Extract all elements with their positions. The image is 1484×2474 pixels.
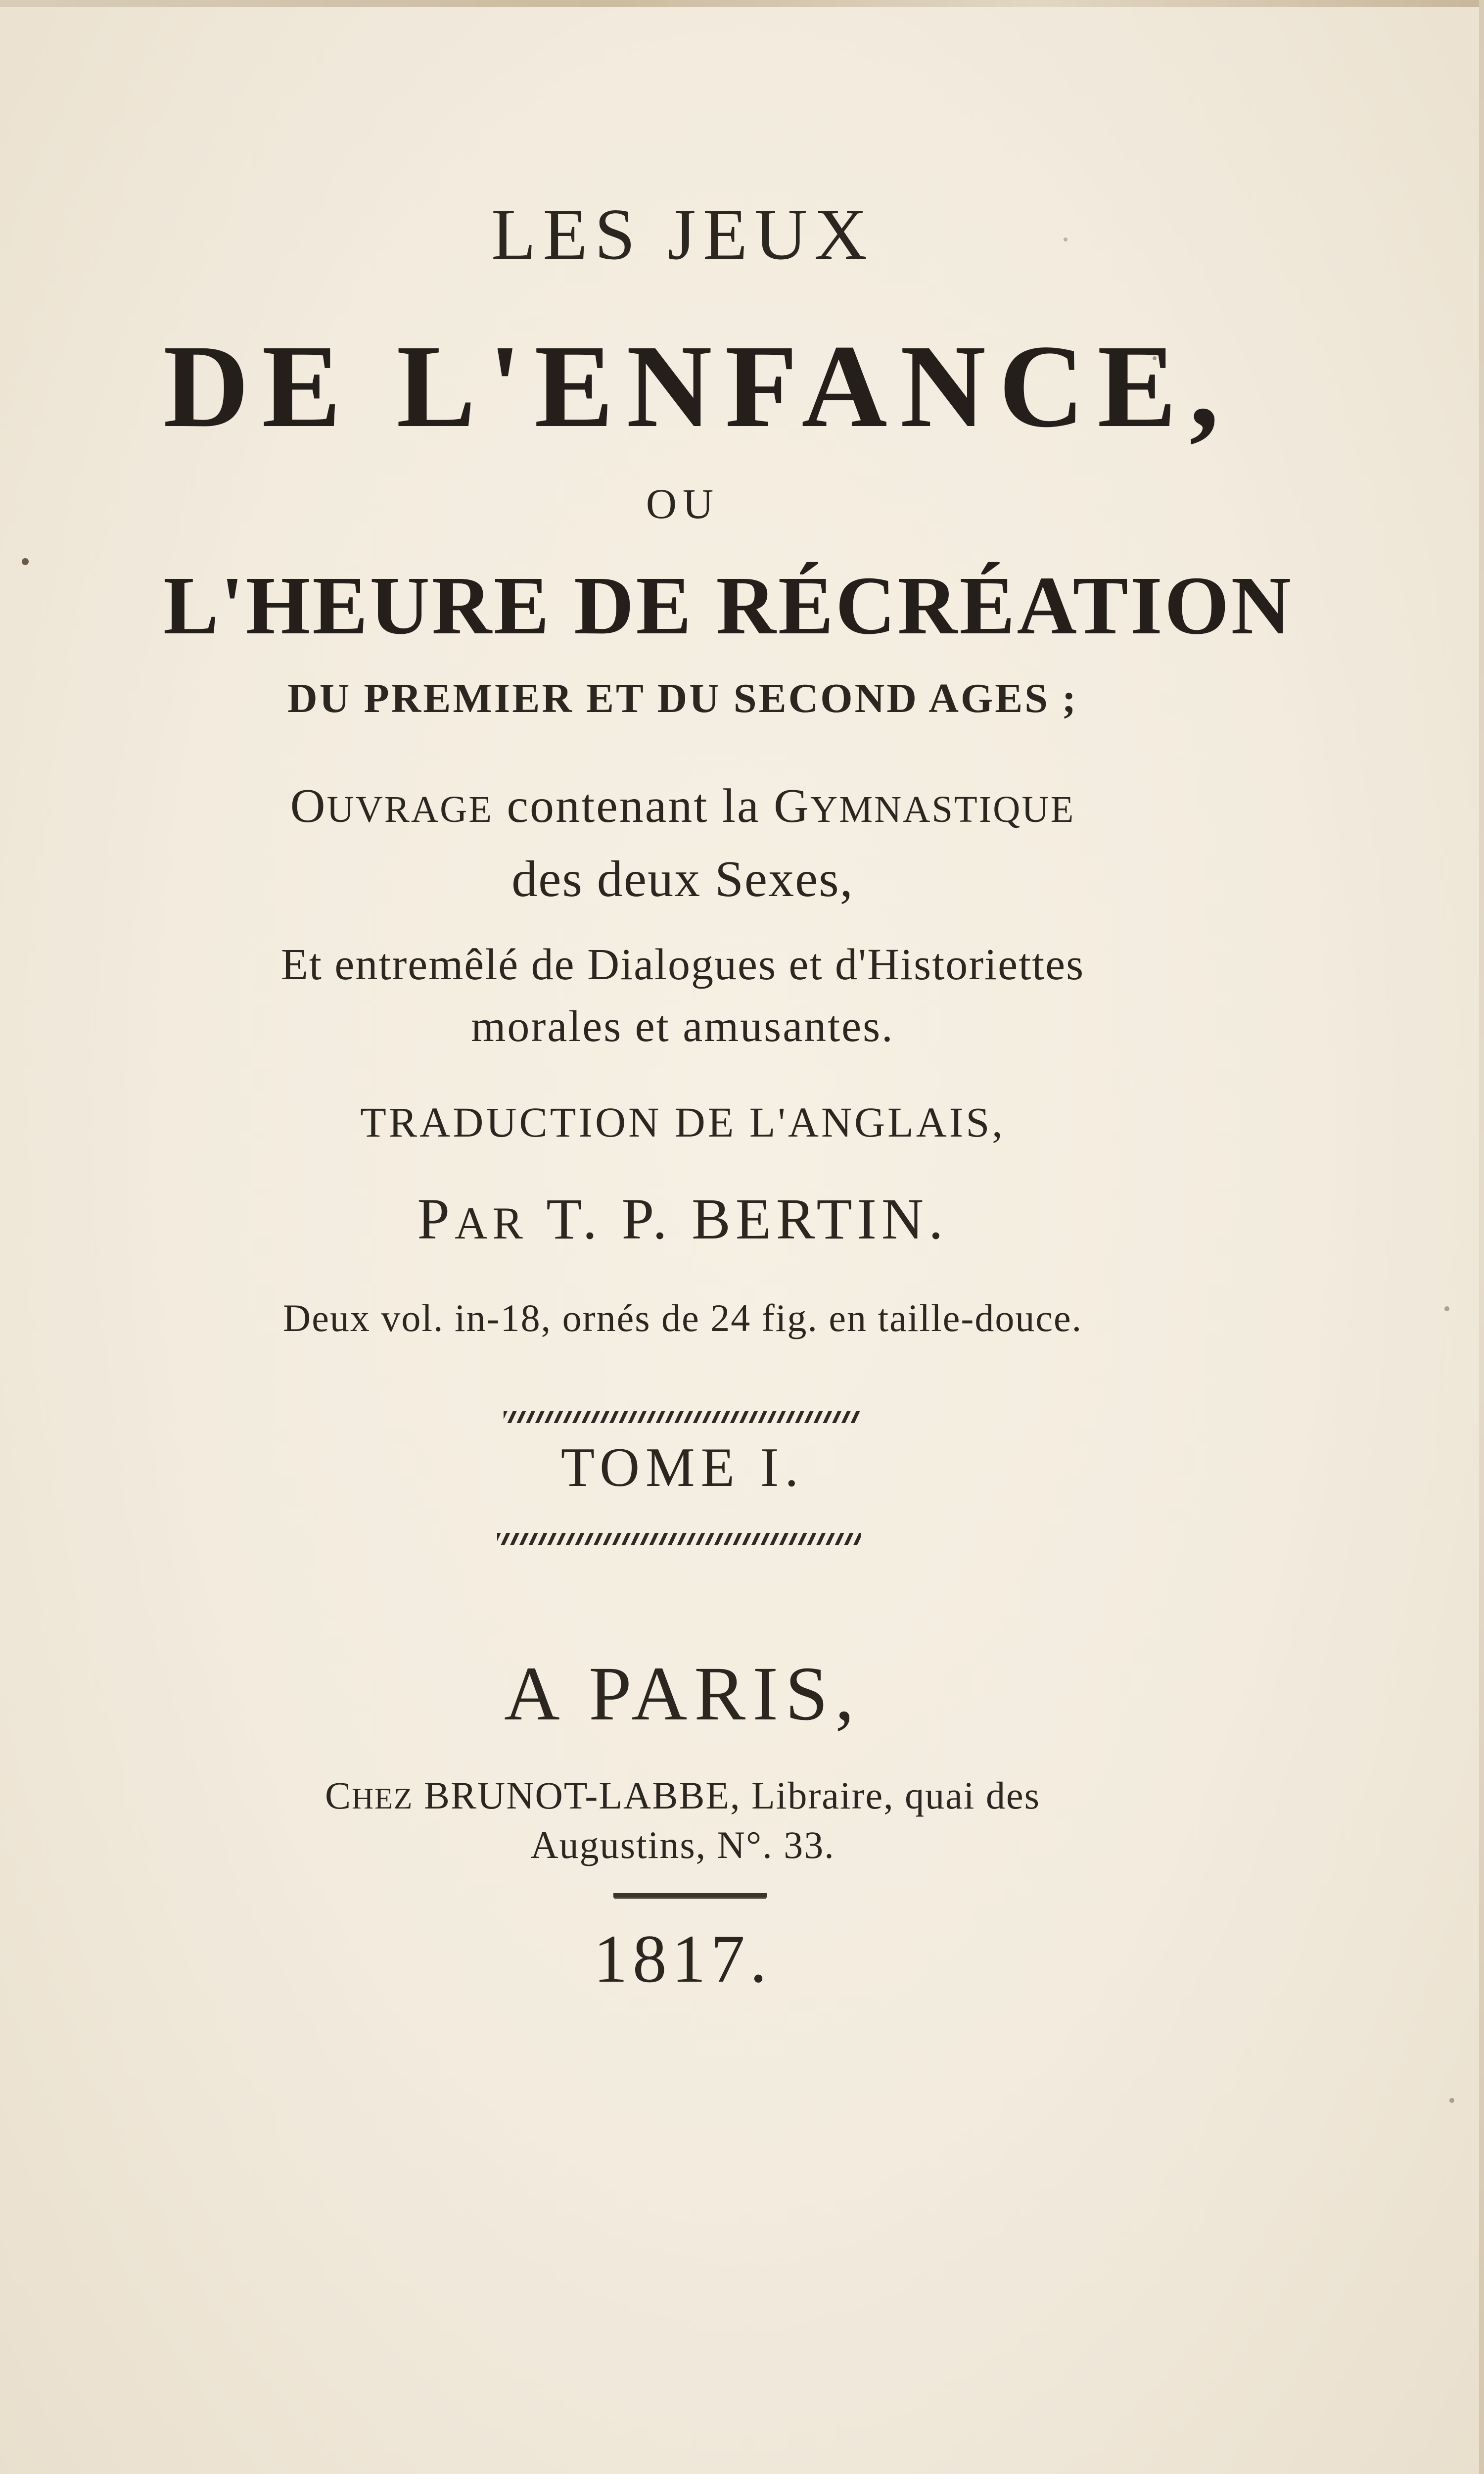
imprint-year: 1817. [593,1921,772,1997]
translation-note: TRADUCTION DE L'ANGLAIS, [360,1098,1005,1146]
imprint-rule [613,1893,767,1898]
imprint-city: A PARIS, [504,1651,861,1736]
description-line-2: des deux Sexes, [511,851,854,907]
description-line-4: morales et amusantes. [471,1002,894,1051]
paper-speck [1449,2098,1454,2103]
description-smallcaps-1: UVRAGE [326,788,493,830]
publisher-initial: C [325,1774,352,1817]
author-name: T. P. BERTIN. [527,1187,948,1251]
ornament-rule-bottom [497,1533,861,1545]
description-smallcaps-2: YMNASTIQUE [810,788,1075,830]
paper-speck [1444,1306,1449,1311]
page-right-edge [1479,0,1484,2474]
publisher-line-2: Augustins, N°. 33. [530,1823,835,1866]
publisher-rest: BRUNOT-LABBE, Libraire, quai des [413,1774,1040,1817]
description-line-1 [163,779,1202,833]
description-initial-2: G [774,779,810,833]
author-line [163,1187,1202,1251]
title-line-3: L'HEURE DE RÉCRÉATION [163,560,1293,652]
publisher-line-1 [163,1776,1202,1815]
subtitle: DU PREMIER ET DU SECOND AGES ; [287,675,1078,721]
ornament-rule-top [504,1411,860,1423]
author-initial: P [417,1187,455,1251]
tome-label: TOME I. [560,1437,805,1498]
title-line-1: LES JEUX [491,194,874,275]
description-line-3: Et entremêlé de Dialogues et d'Historiettes [280,940,1085,989]
paper-speck [22,558,29,565]
author-smallcaps: AR [455,1198,528,1248]
description-initial-1: O [290,779,327,833]
volumes-note: Deux vol. in-18, ornés de 24 fig. en taille-douce. [282,1296,1083,1339]
publisher-smallcaps: HEZ [352,1782,414,1815]
title-line-2: DE L'ENFANCE, [163,320,1232,452]
title-conjunction: OU [646,480,720,527]
description-middle: contenant la [493,779,774,833]
page-top-edge [0,0,1484,7]
